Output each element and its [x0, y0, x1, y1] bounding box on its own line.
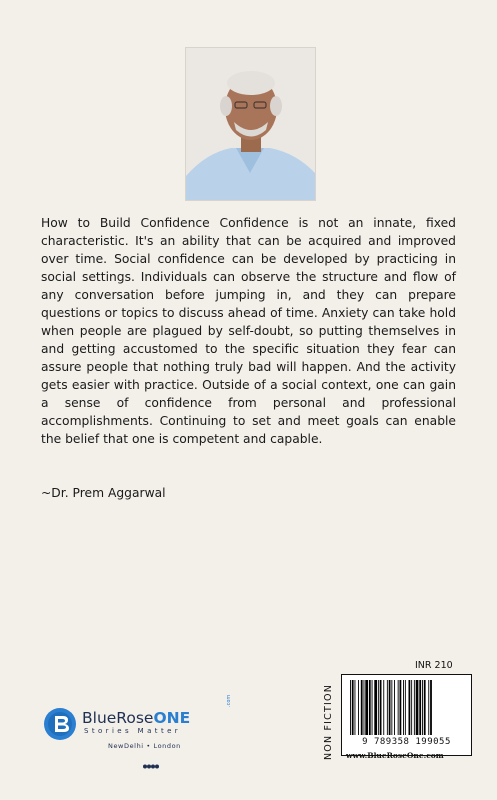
price-label: INR 210	[415, 660, 453, 671]
barcode-bars	[342, 675, 471, 737]
publisher-locations: NewDelhi • London	[108, 742, 181, 750]
category-label: NON FICTION	[323, 684, 334, 760]
publisher-website: www.BlueRoseOne.com	[346, 751, 444, 760]
author-signature: ~Dr. Prem Aggarwal	[41, 486, 166, 500]
back-cover-blurb: How to Build Confidence Confidence is not an innate, fixed characteristic. It's an ability that can be acquired and improved over time. Social confidence can be developed by practicing in social settings. Individuals can observe the structure and flow of any conversation before jumping in, and they can prepare questions or topics to discuss ahead of time. Anxiety can take hold when people are plagued by self-doubt, so putting themselves in and getting accustomed to the specific situation they fear can assure people that nothing truly bad will happen. And the activity gets easier with practice. Outside of a social context, one can gain a sense of confidence from personal and professional accomplishments. Continuing to set and meet goals can enable the belief that one is competent and capable.	[41, 216, 456, 446]
isbn-barcode	[341, 674, 472, 756]
social-media-icons	[143, 754, 159, 759]
publisher-domain: .com	[226, 694, 232, 707]
publisher-name: BlueRoseONE	[82, 709, 191, 727]
isbn-number: 9 789358 199055	[362, 737, 451, 747]
bluerose-logo-icon	[43, 707, 77, 741]
publisher-tagline: Stories Matter	[84, 727, 182, 735]
author-photo	[185, 47, 316, 201]
